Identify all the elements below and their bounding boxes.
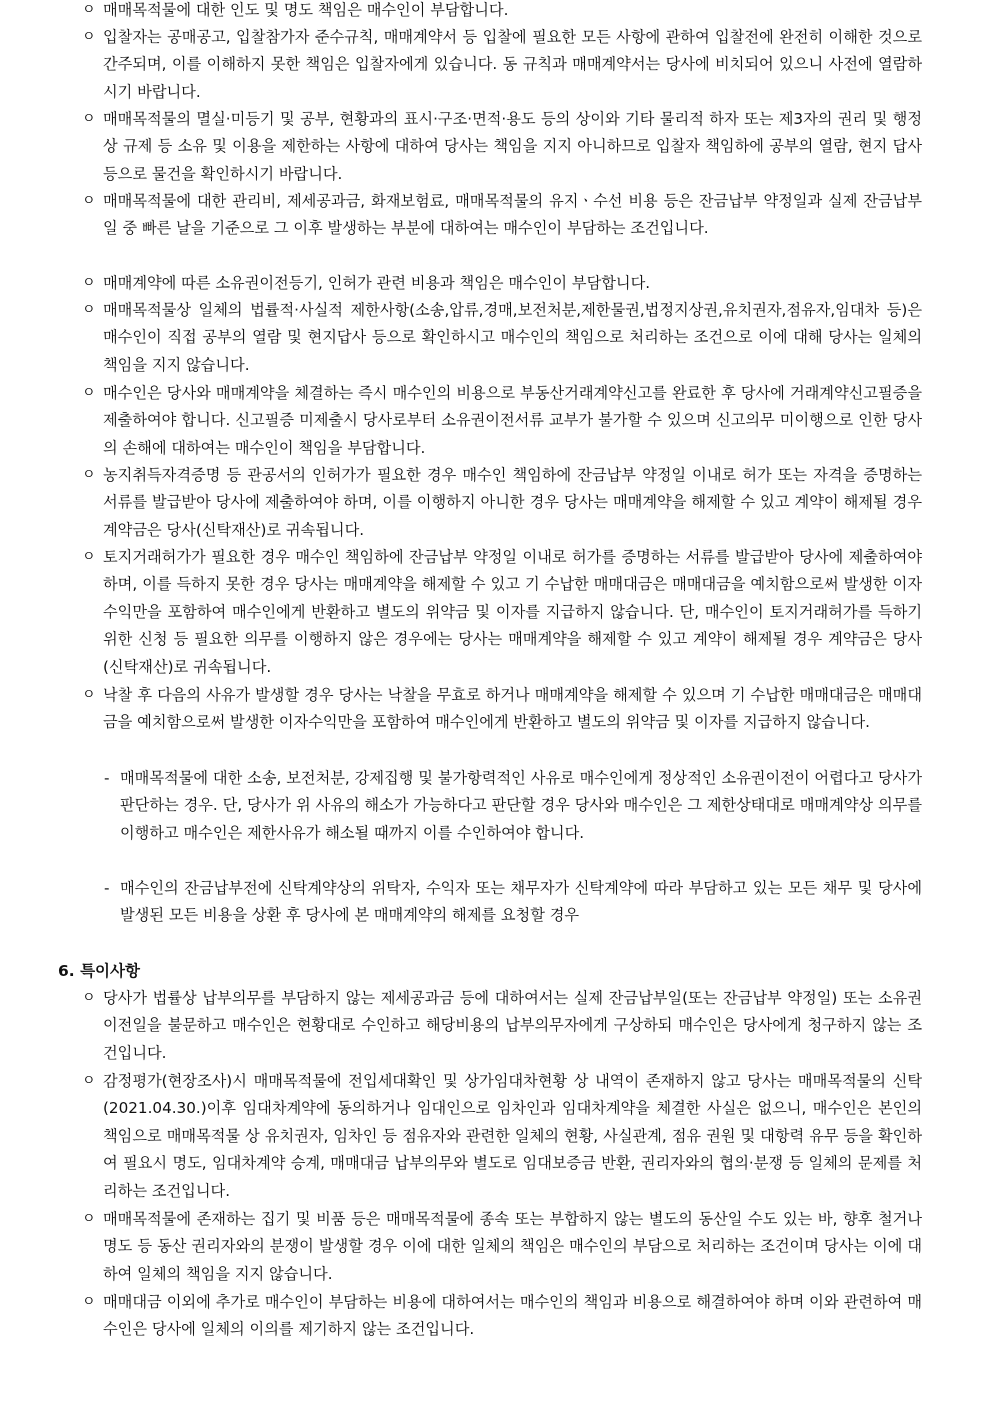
- list-item-text: 농지취득자격증명 등 관공서의 인허가가 필요한 경우 매수인 책임하에 잔금납부 약정일 이내로 허가 또는 자격을 증명하는 서류를 발급받아 당사에 제출하여야 하며, 이를 이행하지 아니한 경우 당사는 매매계약을 해제할 수 있고 계약이 해제될 경우 계약금은 당사(신탁재산)로 귀속됩니다.: [103, 466, 922, 539]
- bullet-marker: ㅇ: [82, 549, 96, 565]
- bullet-marker: ㅇ: [82, 385, 96, 401]
- list-item: [82, 682, 922, 737]
- list-item: [82, 0, 922, 24]
- list-item-text: 매매대금 이외에 추가로 매수인이 부담하는 비용에 대하여서는 매수인의 책임과 비용으로 해결하여야 하며 이와 관련하여 매수인은 당사에 일체의 이의를 제기하지 않는 조건입니다.: [103, 1293, 922, 1339]
- list-item-text: 감정평가(현장조사)시 매매목적물에 전입세대확인 및 상가임대차현황 상 내역이 존재하지 않고 당사는 매매목적물의 신탁(2021.04.30.)이후 임대차계약에 동의하거나 임대인으로 임차인과 임대차계약을 체결한 사실은 없으니, 매수인은 본인의 책임으로 매매목적물 상 유치권자, 임차인 등 점유자와 관련한 일체의 현황, 사실관계, 점유 권원 및 대항력 유무 등을 확인하여 필요시 명도, 임대차계약 승계, 매매대금 납부의무와 별도로 임대보증금 반환, 권리자와의 협의·분쟁 등 일체의 문제를 처리하는 조건입니다.: [103, 1072, 922, 1200]
- bullet-marker: ㅇ: [82, 275, 96, 291]
- list-item: [82, 1068, 922, 1205]
- list-item: [82, 188, 922, 243]
- sub-list-item: [104, 765, 922, 847]
- bullet-marker: ㅇ: [82, 1073, 96, 1089]
- list-item: [82, 1289, 922, 1344]
- list-item: [82, 462, 922, 544]
- list-item-text: 매매목적물상 일체의 법률적·사실적 제한사항(소송,압류,경매,보전처분,제한물권,법정지상권,유치권자,점유자,임대차 등)은 매수인이 직접 공부의 열람 및 현지답사 등으로 확인하시고 매수인의 책임으로 처리하는 조건으로 이에 대해 당사는 일체의 책임을 지지 않습니다.: [103, 301, 922, 374]
- list-item-text: 입찰자는 공매공고, 입찰참가자 준수규칙, 매매계약서 등 입찰에 필요한 모든 사항에 관하여 입찰전에 완전히 이해한 것으로 간주되며, 이를 이해하지 못한 책임은 입찰자에게 있습니다. 동 규칙과 매매계약서는 당사에 비치되어 있으니 사전에 열람하시기 바랍니다.: [103, 28, 922, 101]
- bullet-marker: ㅇ: [82, 302, 96, 318]
- list-item-text: 매매목적물에 존재하는 집기 및 비품 등은 매매목적물에 종속 또는 부합하지 않는 별도의 동산일 수도 있는 바, 향후 철거나 명도 등 동산 권리자와의 분쟁이 발생할 경우 이에 대한 일체의 책임은 매수인의 부담으로 처리하는 조건이며 당사는 이에 대하여 일체의 책임을 지지 않습니다.: [103, 1210, 922, 1283]
- dash-marker: -: [104, 769, 110, 787]
- dash-marker: -: [104, 879, 110, 897]
- list-item-text: 매매목적물에 대한 관리비, 제세공과금, 화재보험료, 매매목적물의 유지ㆍ수선 비용 등은 잔금납부 약정일과 실제 잔금납부일 중 빠른 날을 기준으로 그 이후 발생하는 부분에 대하여는 매수인이 부담하는 조건입니다.: [103, 192, 922, 238]
- sub-list-item: [104, 875, 922, 930]
- list-item: [82, 544, 922, 681]
- list-item: [82, 985, 922, 1067]
- bullet-marker: ㅇ: [82, 687, 96, 703]
- bullet-marker: ㅇ: [82, 1294, 96, 1310]
- list-item-text: 매매계약에 따른 소유권이전등기, 인허가 관련 비용과 책임은 매수인이 부담합니다.: [103, 274, 651, 292]
- bullet-marker: ㅇ: [82, 2, 96, 18]
- section-heading: 6. 특이사항: [58, 962, 140, 980]
- bullet-marker: ㅇ: [82, 1211, 96, 1227]
- sub-list-item-text: 매수인의 잔금납부전에 신탁계약상의 위탁자, 수익자 또는 채무자가 신탁계약에 따라 부담하고 있는 모든 채무 및 당사에 발생된 모든 비용을 상환 후 당사에 본 매매계약의 해제를 요청할 경우: [120, 879, 922, 925]
- bullet-marker: ㅇ: [82, 193, 96, 209]
- list-item: [82, 24, 922, 106]
- bullet-marker: ㅇ: [82, 111, 96, 127]
- list-item: [82, 270, 922, 297]
- list-item-text: 매수인은 당사와 매매계약을 체결하는 즉시 매수인의 비용으로 부동산거래계약신고를 완료한 후 당사에 거래계약신고필증을 제출하여야 합니다. 신고필증 미제출시 당사로부터 소유권이전서류 교부가 불가할 수 있으며 신고의무 미이행으로 인한 당사의 손해에 대하여는 매수인이 책임을 부담합니다.: [103, 384, 922, 457]
- list-item-text: 매매목적물의 멸실·미등기 및 공부, 현황과의 표시·구조·면적·용도 등의 상이와 기타 물리적 하자 또는 제3자의 권리 및 행정상 규제 등 소유 및 이용을 제한하는 사항에 대하여 당사는 책임을 지지 아니하므로 입찰자 책임하에 공부의 열람, 현지 답사 등으로 물건을 확인하시기 바랍니다.: [103, 110, 922, 183]
- sub-list-item-text: 매매목적물에 대한 소송, 보전처분, 강제집행 및 불가항력적인 사유로 매수인에게 정상적인 소유권이전이 어렵다고 당사가 판단하는 경우. 단, 당사가 위 사유의 해소가 가능하다고 판단할 경우 당사와 매수인은 그 제한상태대로 매매계약상 의무를 이행하고 매수인은 제한사유가 해소될 때까지 이를 수인하여야 합니다.: [120, 769, 922, 842]
- list-item-text: 당사가 법률상 납부의무를 부담하지 않는 제세공과금 등에 대하여서는 실제 잔금납부일(또는 잔금납부 약정일) 또는 소유권이전일을 불문하고 매수인은 현황대로 수인하고 해당비용의 납부의무자에게 구상하되 매수인은 당사에게 청구하지 않는 조건입니다.: [103, 989, 922, 1062]
- list-item: [82, 106, 922, 188]
- bullet-marker: ㅇ: [82, 990, 96, 1006]
- list-item-text: 매매목적물에 대한 인도 및 명도 책임은 매수인이 부담합니다.: [103, 1, 509, 19]
- list-item: [82, 297, 922, 379]
- list-item: [82, 1206, 922, 1288]
- bullet-marker: ㅇ: [82, 467, 96, 483]
- list-item: [82, 380, 922, 462]
- bullet-marker: ㅇ: [82, 29, 96, 45]
- list-item-text: 토지거래허가가 필요한 경우 매수인 책임하에 잔금납부 약정일 이내로 허가를 증명하는 서류를 발급받아 당사에 제출하여야 하며, 이를 득하지 못한 경우 당사는 매매계약을 해제할 수 있고 기 수납한 매매대금은 매매대금을 예치함으로써 발생한 이자수익만을 포함하여 매수인에게 반환하고 별도의 위약금 및 이자를 지급하지 않습니다. 단, 매수인이 토지거래허가를 득하기 위한 신청 등 필요한 의무를 이행하지 않은 경우에는 당사는 매매계약을 해제할 수 있고 계약이 해제될 경우 계약금은 당사(신탁재산)로 귀속됩니다.: [103, 548, 922, 676]
- list-item-text: 낙찰 후 다음의 사유가 발생할 경우 당사는 낙찰을 무효로 하거나 매매계약을 해제할 수 있으며 기 수납한 매매대금은 매매대금을 예치함으로써 발생한 이자수익만을 포함하여 매수인에게 반환하고 별도의 위약금 및 이자를 지급하지 않습니다.: [103, 686, 922, 732]
